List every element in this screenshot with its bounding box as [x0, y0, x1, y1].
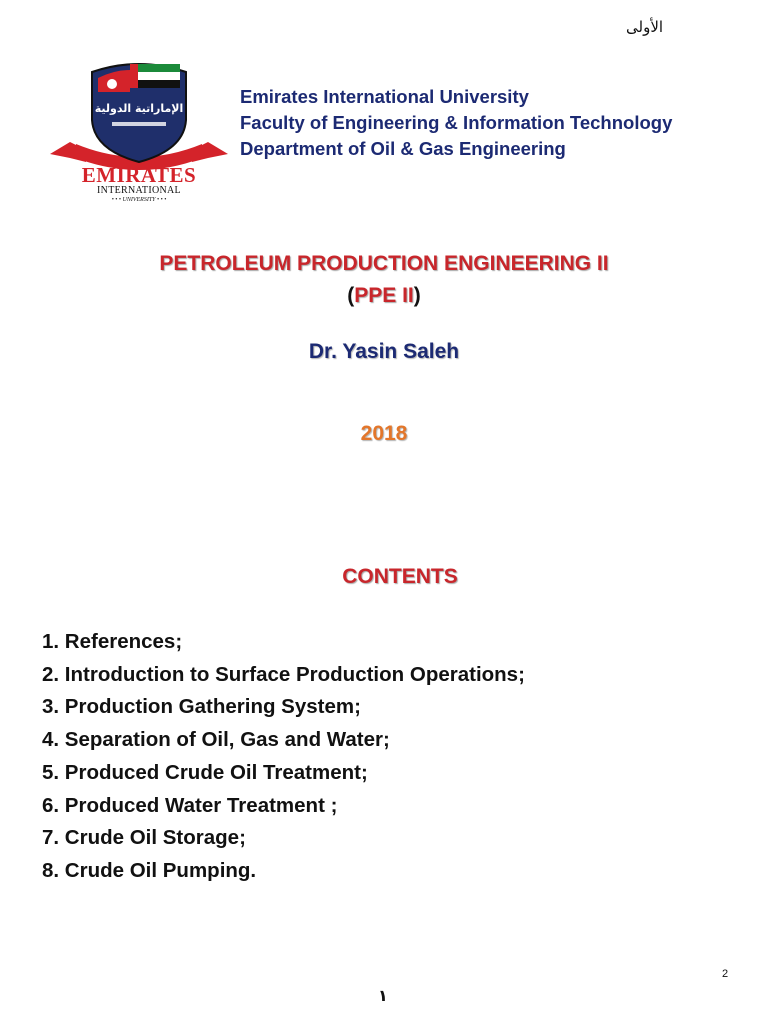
logo-word-international: INTERNATIONAL: [97, 185, 181, 196]
contents-item: 4. Separation of Oil, Gas and Water;: [42, 728, 390, 752]
contents-item: 5. Produced Crude Oil Treatment;: [42, 760, 368, 784]
year: 2018: [360, 422, 408, 445]
author-name: Dr. Yasin Saleh: [308, 340, 460, 363]
header-arabic-label: الأولى: [626, 18, 664, 36]
contents-heading: CONTENTS: [342, 565, 458, 588]
logo-arabic-text: الإماراتية الدولية: [94, 102, 184, 115]
university-name: Emirates International University: [240, 86, 529, 107]
faculty-name: Faculty of Engineering & Information Technology: [240, 112, 673, 133]
logo-word-university: • • • UNIVERSITY • • •: [111, 197, 167, 203]
course-code-close: ): [413, 284, 421, 307]
contents-item: 2. Introduction to Surface Production Operations;: [42, 662, 525, 686]
institution-block: [240, 84, 672, 162]
course-code: PPE II: [354, 284, 414, 307]
course-code-line: [0, 284, 768, 308]
logo-word-emirates: EMIRATES: [81, 163, 197, 187]
page-number: 2: [722, 968, 729, 980]
university-logo: [46, 58, 232, 208]
contents-item: 6. Produced Water Treatment ;: [42, 793, 338, 817]
arabic-page-number: ١: [378, 986, 388, 1005]
contents-item: 3. Production Gathering System;: [42, 695, 361, 719]
contents-item: 1. References;: [42, 630, 183, 653]
contents-item: 7. Crude Oil Storage;: [42, 826, 246, 850]
course-title: PETROLEUM PRODUCTION ENGINEERING II: [159, 252, 609, 275]
contents-list: [42, 626, 525, 888]
contents-item: 8. Crude Oil Pumping.: [42, 858, 257, 882]
course-code-open: (: [347, 284, 355, 307]
department-name: Department of Oil & Gas Engineering: [240, 138, 566, 159]
